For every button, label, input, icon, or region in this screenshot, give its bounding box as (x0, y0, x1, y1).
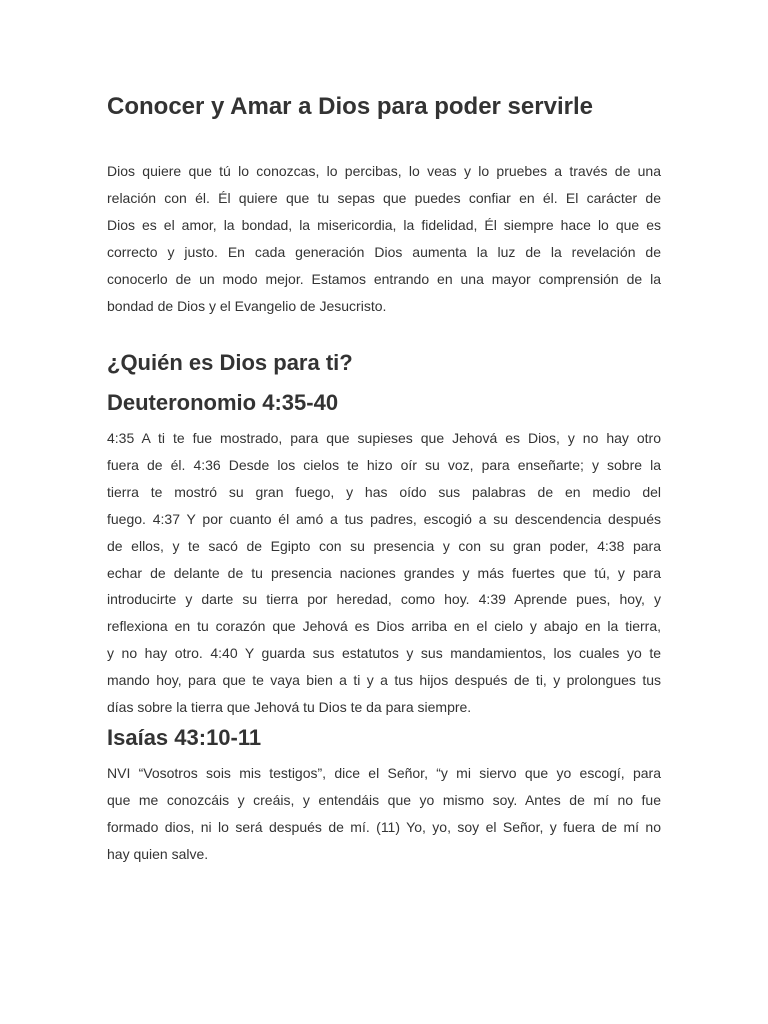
question-heading: ¿Quién es Dios para ti? (107, 350, 353, 375)
text-line: Dios es el amor, la bondad, la misericordia, la fidelidad, Él siempre hace lo que es (107, 216, 661, 233)
text-line: fuera de él. 4:36 Desde los cielos te hizo oír su voz, para enseñarte; y sobre la (107, 456, 661, 473)
text-line: echar de delante de tu presencia naciones grandes y más fuertes que tú, y para (107, 564, 661, 581)
text-line: Dios quiere que tú lo conozcas, lo percibas, lo veas y lo pruebes a través de una (107, 163, 661, 179)
deuteronomio-heading: Deuteronomio 4:35-40 (107, 390, 339, 415)
document-title: Conocer y Amar a Dios para poder servirle (107, 93, 593, 120)
text-line: introducirte y darte su tierra por heredad, como hoy. 4:39 Aprende pues, hoy, y (107, 591, 661, 608)
text-line: y no hay otro. 4:40 Y guarda sus estatutos y sus mandamientos, los cuales yo te (107, 645, 661, 662)
text-line: fuego. 4:37 Y por cuanto él amó a tus padres, escogió a su descendencia después (107, 510, 661, 527)
text-line: que me conozcáis y creáis, y entendáis que yo mismo soy. Antes de mí no fue (107, 791, 661, 808)
text-line: mando hoy, para que te vaya bien a ti y a tus hijos después de ti, y prolongues tus (107, 672, 661, 689)
text-line: conocerlo de un modo mejor. Estamos entrando en una mayor comprensión de la (107, 270, 661, 287)
text-line: 4:35 A ti te fue mostrado, para que supieses que Jehová es Dios, y no hay otro (107, 430, 661, 446)
text-line: relación con él. Él quiere que tu sepas que puedes confiar en él. El carácter de (107, 189, 661, 206)
text-line: formado dios, ni lo será después de mí. (11) Yo, yo, soy el Señor, y fuera de mí no (107, 818, 661, 835)
text-line: hay quien salve. (107, 845, 209, 862)
text-line: bondad de Dios y el Evangelio de Jesucristo. (107, 297, 387, 314)
text-line: de ellos, y te sacó de Egipto con su presencia y con su gran poder, 4:38 para (107, 537, 661, 554)
text-line: reflexiona en tu corazón que Jehová es Dios arriba en el cielo y abajo en la tierra, (107, 618, 661, 635)
isaias-passage (107, 760, 661, 868)
text-line: correcto y justo. En cada generación Dios aumenta la luz de la revelación de (107, 243, 661, 260)
intro-paragraph (107, 158, 661, 319)
text-line: días sobre la tierra que Jehová tu Dios te da para siempre. (107, 699, 472, 716)
text-line: NVI “Vosotros sois mis testigos”, dice el Señor, “y mi siervo que yo escogí, para (107, 765, 661, 781)
isaias-heading: Isaías 43:10-11 (107, 725, 262, 750)
text-line: tierra te mostró su gran fuego, y has oído sus palabras de en medio del (107, 483, 661, 500)
deuteronomio-passage (107, 425, 661, 721)
